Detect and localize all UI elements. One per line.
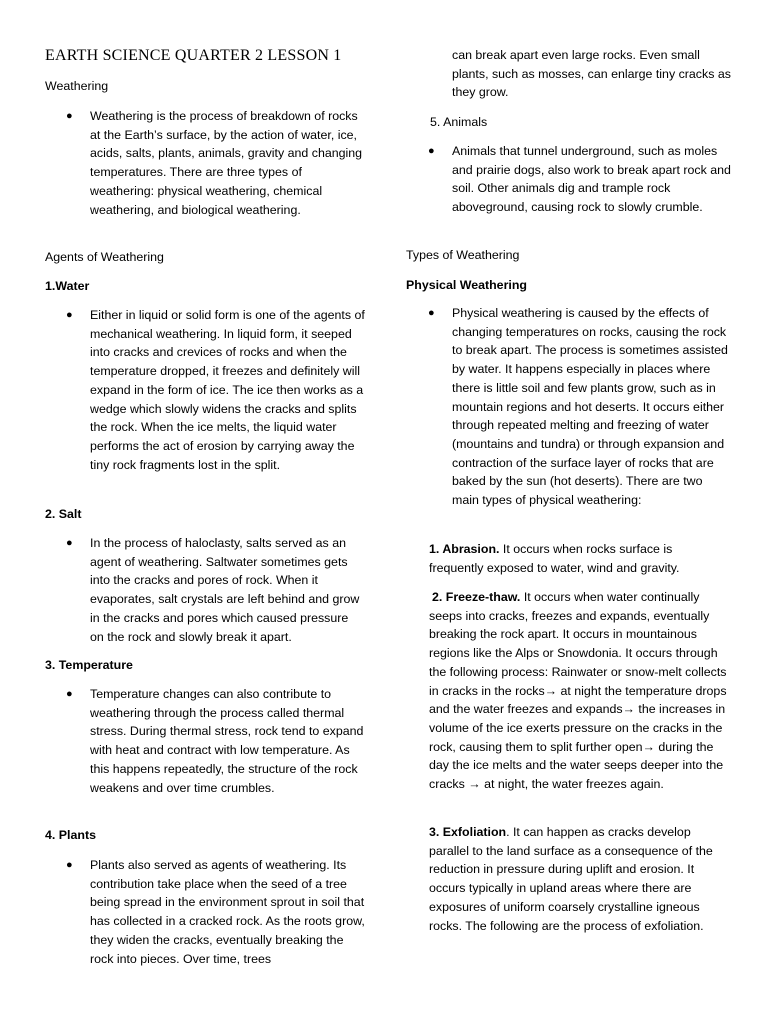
bullet-temperature: [66, 685, 365, 797]
freeze-thaw-text: It occurs when water continually seeps into cracks, freezes and expands, eventually breaking the rock apart. It occurs in mountainous regions like the Alps or Snowdonia. It occurs through the following process: Rainwater or snow-melt collects in cracks in the rocks→ at night the temperature drops and the water freezes and expands→ the increases in volume of the ice exerts pressure on the cracks in the rock, causing them to split further open→ during the day the ice melts and the water seeps deeper into the cracks → at night, the water freezes again.: [429, 590, 727, 792]
exfoliation-term: 3. Exfoliation: [429, 825, 507, 839]
heading-types: Types of Weathering: [406, 248, 520, 262]
bullet-icon: ●: [66, 688, 73, 700]
bullet-water: [66, 306, 365, 474]
plants-continued: can break apart even large rocks. Even small plants, such as mosses, can enlarge tiny cracks as they grow.: [452, 48, 731, 100]
bullet-icon: ●: [66, 309, 73, 321]
document-title: EARTH SCIENCE QUARTER 2 LESSON 1: [45, 47, 342, 64]
freeze-thaw-paragraph: [429, 588, 731, 794]
animals-text: Animals that tunnel underground, such as moles and prairie dogs, also work to break apart rock and soil. Other animals dig and trample rock aboveground, causing rock to slowly crumble.: [452, 144, 731, 215]
bullet-icon: ●: [428, 307, 435, 319]
abrasion-text: It occurs when rocks surface is frequently exposed to water, wind and gravity.: [429, 542, 680, 575]
heading-animals: 5. Animals: [430, 115, 488, 129]
temperature-text: Temperature changes can also contribute to weathering through the process called thermal stress. During thermal stress, rock tend to expand with heat and contract with low temperature. As this happens repeatedly, the structure of the rock weakens and over time crumbles.: [90, 687, 364, 795]
weathering-text: Weathering is the process of breakdown of rocks at the Earth’s surface, by the action of water, ice, acids, salts, plants, animals, gravity and changing temperatures. There are three types of weathering: physical weathering, chemical weathering, and biological weathering.: [90, 109, 363, 217]
heading-water: 1.Water: [45, 279, 90, 293]
heading-physical: Physical Weathering: [406, 278, 527, 292]
bullet-icon: ●: [66, 110, 73, 122]
bullet-weathering: [66, 107, 365, 219]
heading-plants: 4. Plants: [45, 828, 96, 842]
bullet-icon: ●: [66, 859, 73, 871]
freeze-thaw-term: 2. Freeze-thaw.: [432, 590, 521, 604]
bullet-icon: ●: [428, 145, 435, 157]
salt-text: In the process of haloclasty, salts served as an agent of weathering. Saltwater sometimes gets into the cracks and pores of rock. When it evaporates, salt crystals are left behind and grow in the cracks and pores which caused pressure on the rock and slowly break it apart.: [90, 536, 360, 644]
bullet-animals: [428, 142, 732, 217]
heading-weathering: Weathering: [45, 79, 109, 93]
plants-text: Plants also served as agents of weathering. Its contribution take place when the seed of a tree being spread in the environment sprout in soil that has collected in a cracked rock. As the roots grow, they widen the cracks, eventually breaking the rock into pieces. Over time, trees: [90, 858, 365, 966]
exfoliation-text: . It can happen as cracks develop parallel to the land surface as a consequence of the reduction in pressure during uplift and erosion. It occurs typically in upland areas where there are exposures of uniform coarsely crystalline igneous rocks. The following are the process of exfoliation.: [429, 825, 713, 933]
exfoliation-paragraph: [429, 823, 731, 935]
abrasion-term: 1. Abrasion.: [429, 542, 500, 556]
bullet-plants: [66, 856, 365, 968]
water-text: Either in liquid or solid form is one of the agents of mechanical weathering. In liquid form, it seeped into cracks and crevices of rocks and when the temperature dropped, it freezes and definitely will expand in the form of ice. The ice then works as a wedge which slowly widens the cracks and splits the rock. When the ice melts, the liquid water performs the act of erosion by carrying away the tiny rock fragments lost in the split.: [90, 308, 365, 472]
heading-salt: 2. Salt: [45, 507, 82, 521]
abrasion-paragraph: [429, 540, 729, 577]
heading-agents: Agents of Weathering: [45, 250, 164, 264]
physical-text: Physical weathering is caused by the effects of changing temperatures on rocks, causing the rock to break apart. The process is sometimes assisted by water. It happens especially in places where there is little soil and few plants grow, such as in mountain regions and hot deserts. It occurs either through repeated melting and freezing of water (mountains and tundra) or through expansion and contraction of the surface layer of rocks that are baked by the sun (hot deserts). There are two main types of physical weathering:: [452, 306, 728, 508]
bullet-salt: [66, 534, 365, 646]
heading-temperature: 3. Temperature: [45, 658, 133, 672]
bullet-icon: ●: [66, 537, 73, 549]
bullet-physical: [428, 304, 732, 510]
